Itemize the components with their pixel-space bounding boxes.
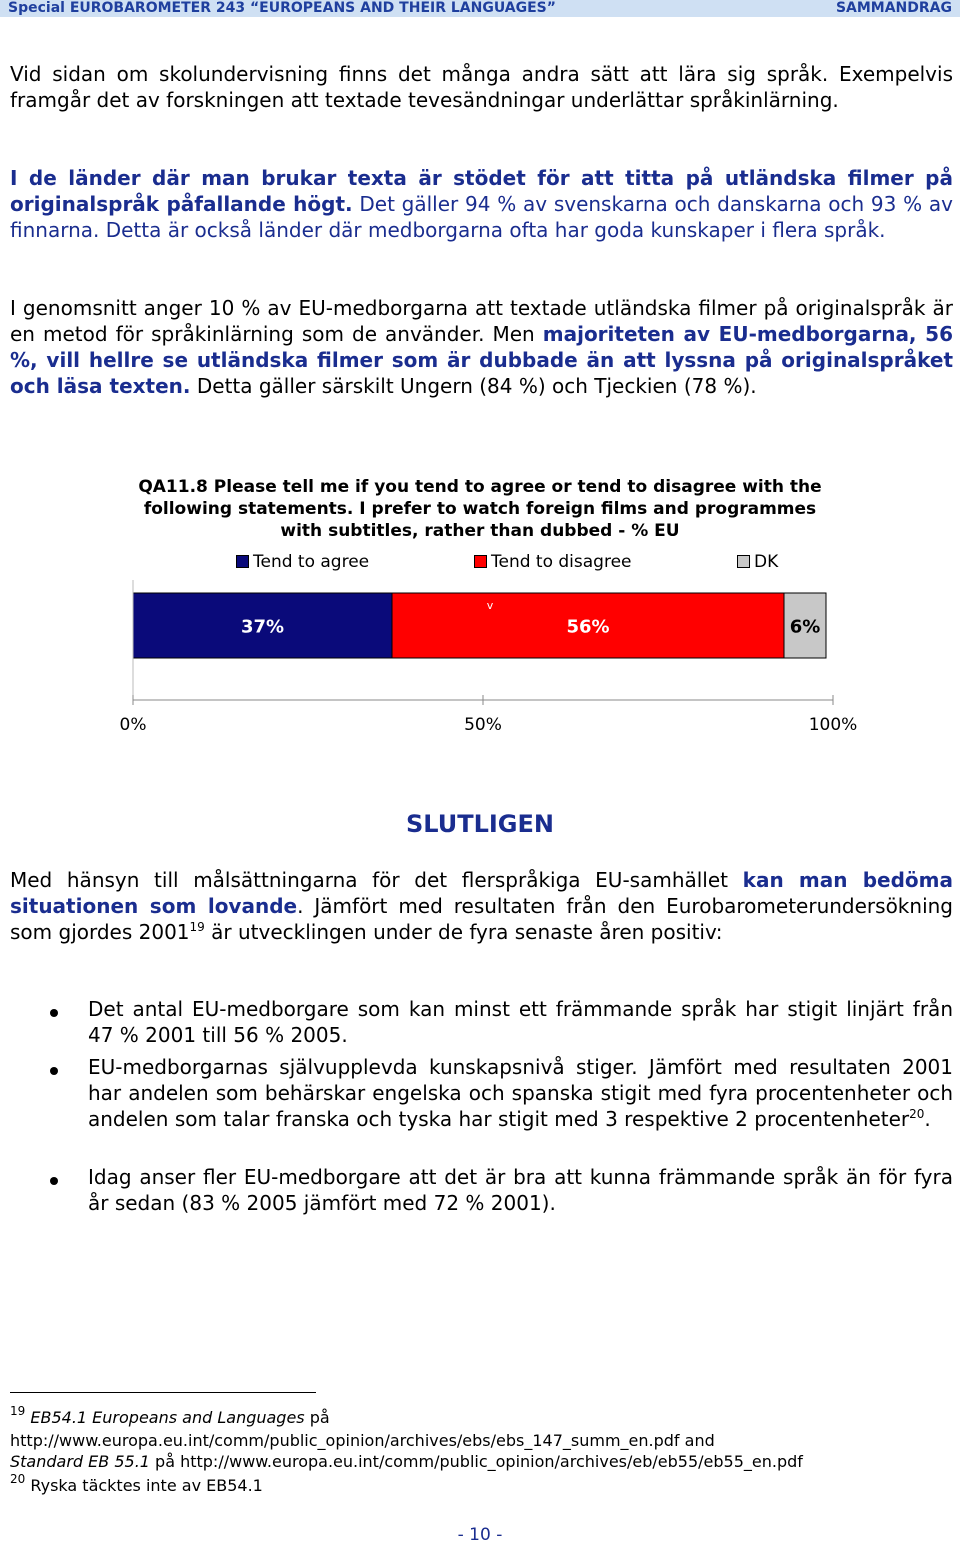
legend-item-dk xyxy=(737,551,778,573)
footnote-ref-19: 19 xyxy=(189,920,205,934)
report-title: Special EUROBAROMETER 243 “EUROPEANS AND THEIR LANGUAGES” xyxy=(8,0,556,16)
footnote-19 xyxy=(10,1404,330,1428)
footnote-19-title: EB54.1 Europeans and Languages xyxy=(30,1408,305,1427)
legend-label-dk: DK xyxy=(754,552,779,572)
paragraph-4-text-c: är utvecklingen under de fyra senaste åren positiv: xyxy=(204,920,723,944)
paragraph-1-text: Vid sidan om skolundervisning finns det många andra sätt att lära sig språk. Exempelvis framgår det av forskningen att textade tevesändningar underlättar språkinlärning. xyxy=(10,62,953,112)
bullet-item-3 xyxy=(88,1164,953,1216)
bullet-2-tail: . xyxy=(924,1107,931,1131)
paragraph-2-highlight: I de länder där man brukar texta är stödet för att titta på utländska filmer på originalspråk påfallande högt. xyxy=(10,166,953,216)
legend-item-agree xyxy=(236,551,369,573)
x-tick-label: 100% xyxy=(808,715,858,735)
paragraph-2-text: Det gäller 94 % av svenskarna och danskarna och 93 % av finnarna. Detta är också länder där medborgarna ofta har goda kunskaper i flera språk. xyxy=(10,192,953,242)
legend-swatch-dk xyxy=(737,555,750,568)
footnote-19-line-3 xyxy=(10,1451,803,1472)
footnote-ref-20: 20 xyxy=(909,1107,925,1121)
bullet-item-1 xyxy=(88,996,953,1048)
bullet-dot xyxy=(50,1067,58,1075)
paragraph-3-text-b: Detta gäller särskilt Ungern (84 %) och Tjeckien (78 %). xyxy=(190,374,757,398)
paragraph-2 xyxy=(10,165,953,243)
bullet-dot xyxy=(50,1009,58,1017)
section-label: SAMMANDRAG xyxy=(835,0,952,16)
legend-label-disagree: Tend to disagree xyxy=(491,552,632,572)
page-number: - 10 - xyxy=(457,1525,503,1542)
footnote-20-number: 20 xyxy=(10,1472,26,1486)
footnote-20 xyxy=(10,1472,263,1496)
x-tick-label: 0% xyxy=(119,715,147,735)
paragraph-4 xyxy=(10,867,953,945)
paragraph-3-text-a: I genomsnitt anger 10 % av EU-medborgarna att textade utländska filmer på originalspråk är en metod för språkinlärning som de använder. Men xyxy=(10,296,953,346)
bullet-2-text: EU-medborgarnas självupplevda kunskapsnivå stiger. Jämfört med resultaten 2001 har andelen som behärskar engelska och spanska stigit med fyra procentenheter och andelen som talar franska och tyska har stigit med 3 respektive 2 procentenheter xyxy=(88,1055,953,1131)
paragraph-3 xyxy=(10,295,953,399)
bullet-1-text: Det antal EU-medborgare som kan minst ett främmande språk har stigit linjärt från 47 % 2001 till 56 % 2005. xyxy=(88,997,953,1047)
footnote-19-url-1[interactable]: http://www.europa.eu.int/comm/public_opinion/archives/ebs/ebs_147_summ_en.pdf and xyxy=(10,1431,715,1450)
footnote-divider xyxy=(10,1392,316,1393)
footnote-20-text: Ryska täcktes inte av EB54.1 xyxy=(25,1476,263,1495)
chart-legend xyxy=(0,551,960,573)
bullet-dot xyxy=(50,1177,58,1185)
bar-label-2: 6% xyxy=(789,616,821,638)
question-code: QA11.8 xyxy=(138,477,208,497)
bullet-item-2 xyxy=(88,1054,953,1132)
stacked-bar-chart xyxy=(0,580,960,750)
section-heading: SLUTLIGEN xyxy=(406,810,554,838)
paragraph-1 xyxy=(10,61,953,113)
legend-item-disagree xyxy=(474,551,632,573)
paragraph-4-highlight: kan man bedöma situationen som lovande xyxy=(10,868,953,918)
chart-title xyxy=(130,476,830,542)
footnote-19-url-2[interactable]: på http://www.europa.eu.int/comm/public_opinion/archives/eb/eb55/eb55_en.pdf xyxy=(149,1452,803,1471)
paragraph-4-text-b: . Jämfört med resultaten från den Eurobarometerundersökning som gjordes 2001 xyxy=(10,894,953,944)
question-statement: I prefer to watch foreign films and programmes with subtitles, rather than dubbed - % EU xyxy=(280,499,817,541)
paragraph-4-text-a: Med hänsyn till målsättningarna för det flerspråkiga EU-samhället xyxy=(10,868,743,892)
stray-mark: v xyxy=(486,599,494,612)
bar-label-1: 56% xyxy=(566,616,610,638)
legend-label-agree: Tend to agree xyxy=(253,552,370,572)
x-tick-label: 50% xyxy=(464,715,502,735)
footnote-19-number: 19 xyxy=(10,1404,26,1418)
paragraph-3-highlight: majoriteten av EU-medborgarna, 56 %, vill hellre se utländska filmer som är dubbade än att lyssna på originalspråket och läsa texten. xyxy=(10,322,953,398)
bar-label-0: 37% xyxy=(240,616,285,638)
legend-swatch-disagree xyxy=(474,555,487,568)
page-header xyxy=(0,0,960,17)
footnote-19-pa: på xyxy=(304,1408,330,1427)
footnote-19-title-2: Standard EB 55.1 xyxy=(10,1452,150,1471)
question-text: Please tell me if you tend to agree or tend to disagree with the following statements. xyxy=(143,477,822,519)
legend-swatch-agree xyxy=(236,555,249,568)
bullet-3-text: Idag anser fler EU-medborgare att det är bra att kunna främmande språk än för fyra år sedan (83 % 2005 jämfört med 72 % 2001). xyxy=(88,1165,953,1215)
footnote-19-link-1[interactable] xyxy=(10,1430,715,1451)
